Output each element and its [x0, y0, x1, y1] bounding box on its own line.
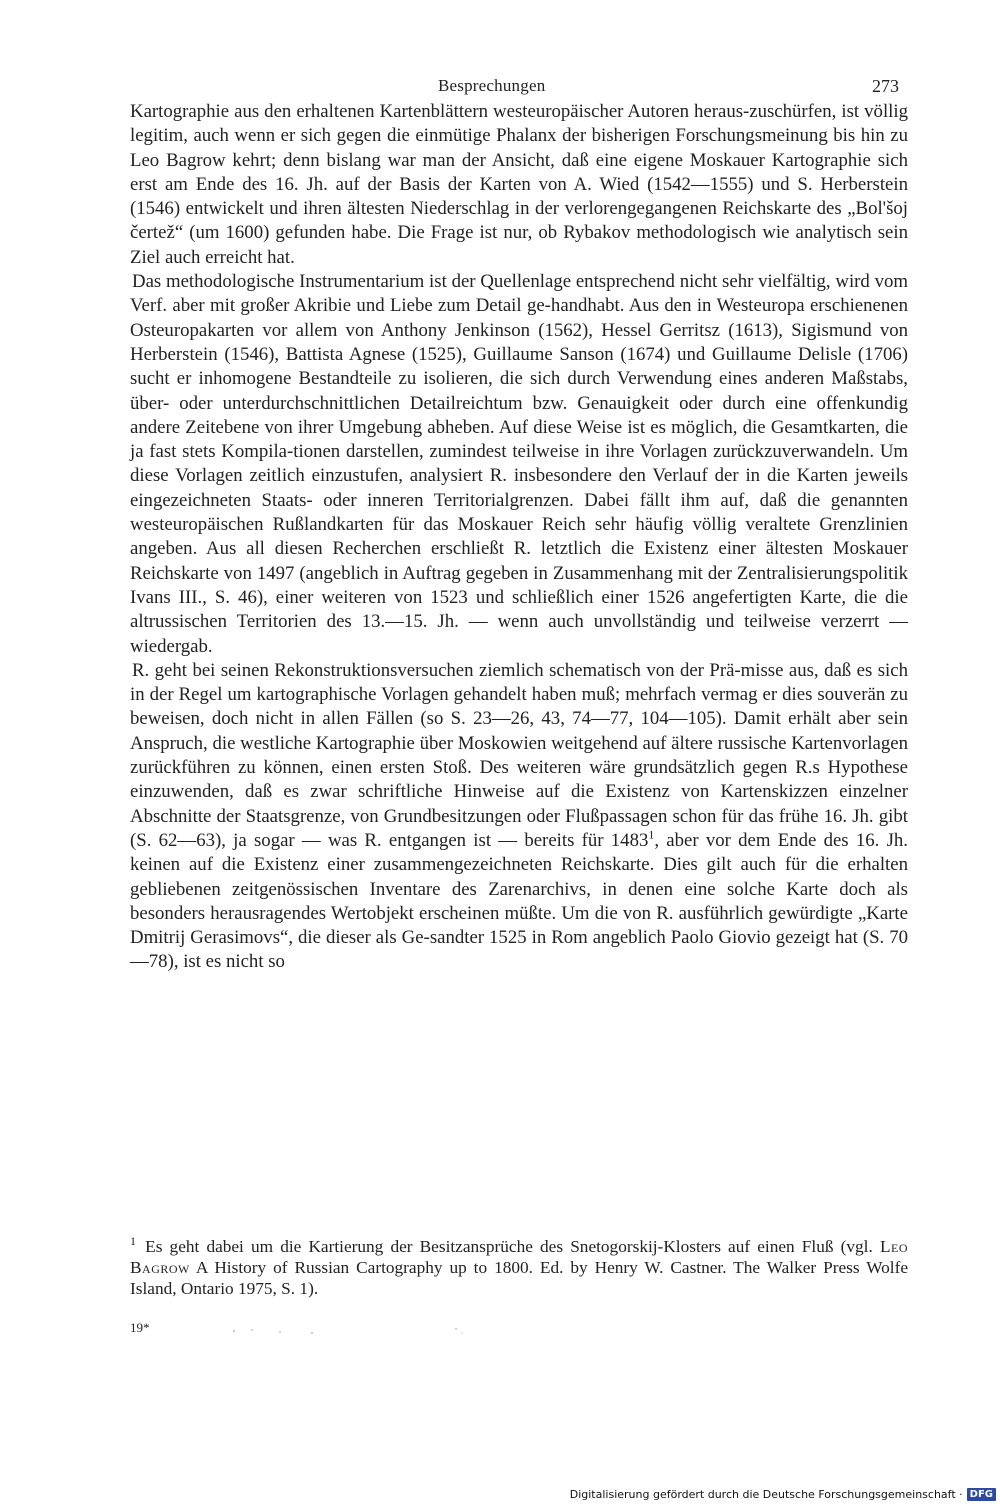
footnote-number: 1	[130, 1234, 136, 1249]
signature-mark: 19*	[130, 1320, 150, 1335]
paragraph-1: Kartographie aus den erhaltenen Kartenblättern westeuropäischer Autoren heraus-zuschürfen, ist völlig legitim, auch wenn er sich gegen die einmütige Phalanx der bisherigen Forschungsmeinung bis hin zu Leo Bagrow kehrt; denn bislang war man der Ansicht, daß eine eigene Moskauer Kartographie sich erst am Ende des 16. Jh. auf der Basis der Karten von A. Wied (1542—1555) und S. Herberstein (1546) entwickelt und ihren ältesten Niederschlag in der verlorengegangenen Reichskarte des „Bol'šoj čertež“ (um 1600) gefunden habe. Die Frage ist nur, ob Rybakov methodologisch wie analytisch sein Ziel auch erreicht hat.	[130, 101, 908, 268]
paragraph-3	[130, 659, 908, 975]
footnote-author: Leo Bagrow	[130, 1237, 908, 1277]
footnote	[130, 1236, 908, 1299]
page-number: 273	[872, 76, 899, 96]
digitization-footer	[570, 1484, 1000, 1504]
dfg-logo-icon: DFG	[967, 1488, 996, 1501]
running-title: Besprechungen	[438, 76, 546, 95]
funding-notice: Digitalisierung gefördert durch die Deutsche Forschungsgemeinschaft ·	[569, 1487, 963, 1501]
footnote-text-before: Es geht dabei um die Kartierung der Besitzansprüche des Snetogorskij-Klosters auf einen Fluß (vgl.	[145, 1237, 873, 1256]
paragraph-3-part-1: R. geht bei seinen Rekonstruktionsversuchen ziemlich schematisch von der Prä-misse aus, daß es sich in der Regel um kartographische Vorlagen gehandelt haben muß; mehrfach vermag er dies souverän zu beweisen, doch nicht in allen Fällen (so S. 23—26, 43, 74—77, 104—105). Damit erhält aber sein Anspruch, die westliche Kartographie über Moskowien weitgehend auf ältere russische Kartenvorlagen zurückführen zu können, einen ersten Stoß. Des weiteren wäre grundsätzlich gegen R.s Hypothese einzuwenden, daß es zwar schriftliche Hinweise auf die Existenz von Kartenskizzen einzelner Abschnitte der Staatsgrenze, von Grundbesitzungen oder Flußpassagen schon für das frühe 16. Jh. gibt (S. 62—63), ja sogar — was R. entgangen ist — bereits für 1483	[130, 659, 908, 851]
body-text	[130, 100, 908, 975]
scan-specks	[230, 1326, 490, 1336]
footnote-text-after: A History of Russian Cartography up to 1800. Ed. by Henry W. Castner. The Walker Press Wolfe Island, Ontario 1975, S. 1).	[130, 1258, 908, 1298]
paragraph-2: Das methodologische Instrumentarium ist der Quellenlage entsprechend nicht sehr vielfältig, wird vom Verf. aber mit großer Akribie und Liebe zum Detail ge-handhabt. Aus den in Westeuropa erschienenen Osteuropakarten vor allem von Anthony Jenkinson (1562), Hessel Gerritsz (1613), Sigismund von Herberstein (1546), Battista Agnese (1525), Guillaume Sanson (1674) und Guillaume Delisle (1706) sucht er inhomogene Bestandteile zu isolieren, die sich durch Verwendung eines anderen Maßstabs, über- oder unterdurchschnittlichen Detailreichtum bzw. Genauigkeit oder durch eine offenkundig andere Zeitebene von ihrer Umgebung abheben. Auf diese Weise ist es möglich, die Gesamtkarten, die ja fast stets Kompila-tionen darstellen, zumindest teilweise in ihre Vorlagen zurückzuverwandeln. Um diese Vorlagen zeitlich einzustufen, analysiert R. insbesondere den Verlauf der in die Karten jeweils eingezeichneten Staats- oder inneren Territorialgrenzen. Dabei fällt ihm auf, daß die genannten westeuropäischen Rußlandkarten für das Moskauer Reich sehr häufig völlig veraltete Grenzlinien angeben. Aus all diesen Recherchen erschließt R. letztlich die Existenz einer ältesten Moskauer Reichskarte von 1497 (angeblich in Auftrag gegeben in Zusammenhang mit der Zentralisierungspolitik Ivans III., S. 46), einer weiteren von 1523 und schließlich einer 1526 angefertigten Karte, die die altrussischen Territorien des 13.—15. Jh. — wenn auch unvollständig und teilweise verzerrt — wiedergab.	[130, 271, 908, 657]
paragraph-3-part-2: , aber vor dem Ende des 16. Jh. keinen auf die Existenz einer zusammengezeichneten Reichskarte. Dies gilt auch für die erhalten gebliebenen zeitgenössischen Inventare des Zarenarchivs, in denen eine solche Karte doch als besonders herausragendes Wertobjekt erscheinen müßte. Um die von R. ausführlich gewürdigte „Karte Dmitrij Gerasimovs“, die dieser als Ge-sandter 1525 in Rom angeblich Paolo Giovio gezeigt hat (S. 70—78), ist es nicht so	[130, 829, 908, 973]
footnote-reference[interactable]: 1	[648, 827, 655, 842]
